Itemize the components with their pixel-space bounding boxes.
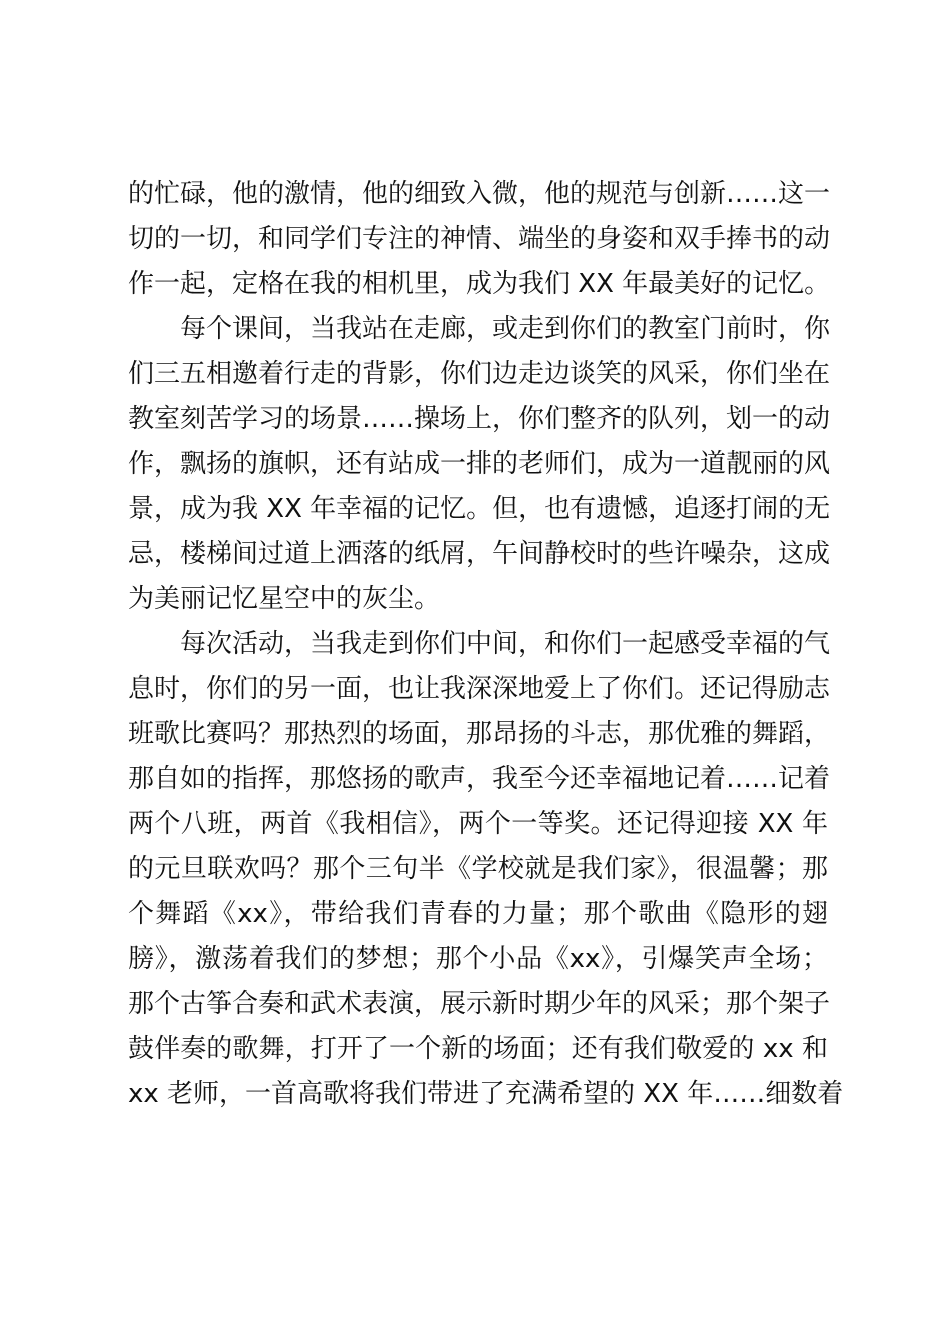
text-line: 那个古筝合奏和武术表演，展示新时期少年的风采；那个架子 [128,989,831,1019]
text-line: 忌，楼梯间过道上洒落的纸屑，午间静校时的些许噪杂，这成 [128,539,831,569]
text-line: 教室刻苦学习的场景……操场上，你们整齐的队列，划一的动 [128,404,831,434]
text-line: 鼓伴奏的歌舞，打开了一个新的场面；还有我们敬爱的 xx 和 [128,1034,828,1064]
text-line: 切的一切，和同学们专注的神情、端坐的身姿和双手捧书的动 [128,224,831,254]
text-line: 那自如的指挥，那悠扬的歌声，我至今还幸福地记着……记着 [128,764,831,794]
text-line: xx 老师，一首高歌将我们带进了充满希望的 XX 年……细数着 [128,1079,844,1109]
text-line: 膀》，激荡着我们的梦想；那个小品《xx》，引爆笑声全场； [128,944,828,974]
text-line: 们三五相邀着行走的背影，你们边走边谈笑的风采，你们坐在 [128,359,831,389]
text-line: 景，成为我 XX 年幸福的记忆。但，也有遗憾，追逐打闹的无 [128,494,831,524]
text-line: 作一起，定格在我的相机里，成为我们 XX 年最美好的记忆。 [128,269,831,299]
text-line: 的忙碌，他的激情，他的细致入微，他的规范与创新……这一 [128,179,831,209]
text-line: 班歌比赛吗？那热烈的场面，那昂扬的斗志，那优雅的舞蹈， [128,719,831,749]
text-line: 两个八班，两首《我相信》，两个一等奖。还记得迎接 XX 年 [128,809,828,839]
paragraph-start-line: 每个课间，当我站在走廊，或走到你们的教室门前时，你 [180,314,831,344]
text-line: 的元旦联欢吗？那个三句半《学校就是我们家》，很温馨；那 [128,854,828,884]
text-line: 个舞蹈《xx》，带给我们青春的力量；那个歌曲《隐形的翅 [128,899,828,929]
text-line: 为美丽记忆星空中的灰尘。 [128,584,441,614]
body-text [128,172,844,1117]
text-line: 息时，你们的另一面，也让我深深地爱上了你们。还记得励志 [128,674,831,704]
text-line: 作，飘扬的旗帜，还有站成一排的老师们，成为一道靓丽的风 [128,449,831,479]
paragraph-start-line: 每次活动，当我走到你们中间，和你们一起感受幸福的气 [180,629,831,659]
